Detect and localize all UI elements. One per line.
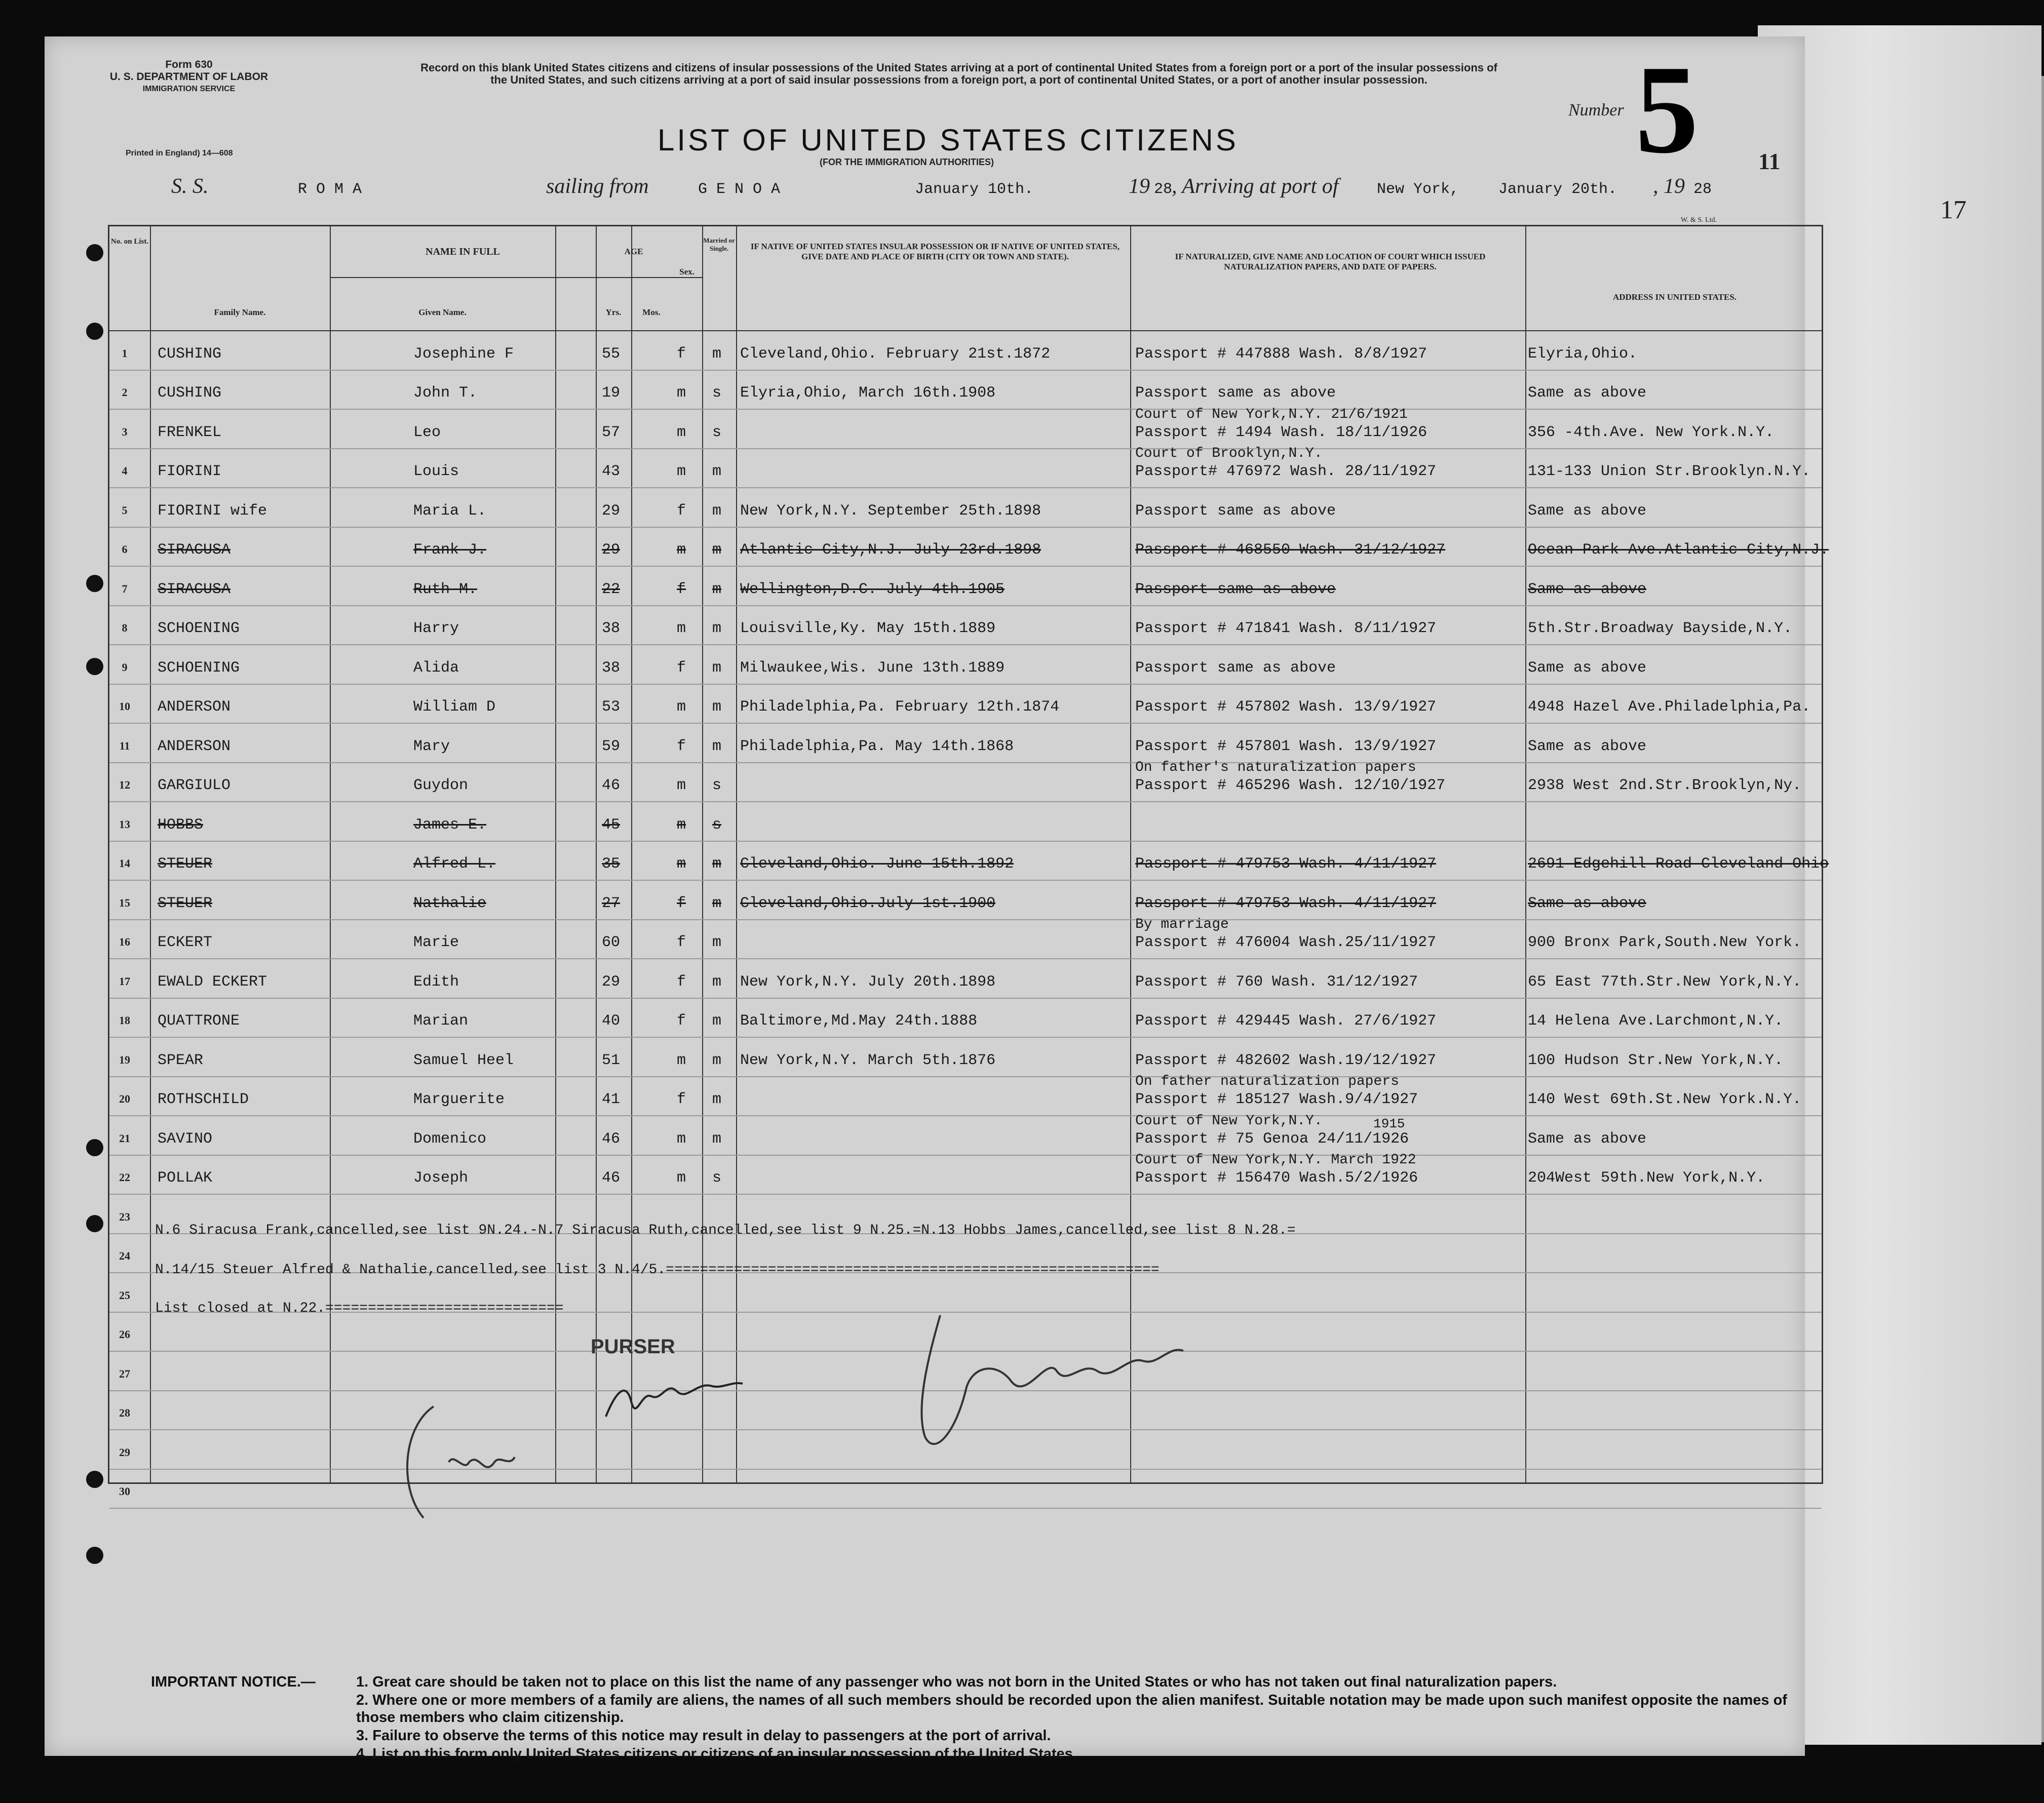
row-rule	[109, 644, 1822, 645]
cell-addr: 356 -4th.Ave. New York.N.Y.	[1528, 423, 1775, 441]
cell-addr: Elyria,Ohio.	[1528, 345, 1638, 363]
notice-item-2: 2. Where one or more members of a family are aliens, the names of all such members should be recorded upon the alien manifest. Suitable notation may be made upon such manifest opposite the names of those members who claim citizenship.	[356, 1692, 1787, 1726]
cell-age: 45	[602, 816, 621, 834]
sailing-year-prefix: 19	[1129, 175, 1150, 198]
cell-given: Domenico	[413, 1130, 487, 1148]
row-number: 2	[122, 386, 128, 399]
cell-nat-pre: Court of Brooklyn,N.Y.	[1135, 446, 1323, 461]
cell-addr: 100 Hudson Str.New York,N.Y.	[1528, 1051, 1784, 1069]
cell-nat: Passport # 156470 Wash.5/2/1926	[1135, 1169, 1418, 1187]
cell-nat: Passport # 457801 Wash. 13/9/1927	[1135, 737, 1437, 755]
row-rule	[109, 958, 1822, 959]
cell-birth: New York,N.Y. March 5th.1876	[740, 1051, 996, 1069]
cell-ms: s	[712, 423, 722, 441]
cell-birth: Philadelphia,Pa. February 12th.1874	[740, 698, 1060, 716]
cell-ms: m	[712, 973, 722, 991]
cell-sex: m	[677, 463, 686, 480]
purser-signature	[596, 1361, 748, 1437]
cell-addr: Same as above	[1528, 894, 1647, 912]
list-number: 5	[1635, 40, 1699, 180]
cell-ms: m	[712, 1091, 722, 1108]
binding-hole	[86, 1215, 103, 1232]
cell-ms: m	[712, 463, 722, 480]
row-rule	[109, 566, 1822, 567]
cell-family: HOBBS	[158, 816, 204, 834]
cell-age: 41	[602, 1091, 621, 1108]
cell-age: 27	[602, 894, 621, 912]
cell-age: 59	[602, 737, 621, 755]
cell-addr: 5th.Str.Broadway Bayside,N.Y.	[1528, 620, 1793, 637]
cell-family: ANDERSON	[158, 698, 231, 716]
cell-nat-pre: By marriage	[1135, 917, 1229, 932]
row-rule	[109, 448, 1822, 449]
cell-birth: Baltimore,Md.May 24th.1888	[740, 1012, 978, 1030]
remark-line-23: N.6 Siracusa Frank,cancelled,see list 9N.24.-N.7 Siracusa Ruth,cancelled,see list 9 N.25.=N.13 Hobbs James,cancelled,see list 8 N.28.=	[155, 1223, 1296, 1238]
cell-given: Frank J.	[413, 541, 487, 559]
cell-family: ANDERSON	[158, 737, 231, 755]
cell-ms: s	[712, 1169, 722, 1187]
cell-birth: New York,N.Y. September 25th.1898	[740, 502, 1042, 520]
cell-nat: Passport # 468550 Wash. 31/12/1927	[1135, 541, 1446, 559]
cell-sex: m	[677, 1169, 686, 1187]
row-rule	[109, 841, 1822, 842]
cell-sex: f	[677, 1012, 686, 1030]
cell-nat: Passport # 482602 Wash.19/12/1927	[1135, 1051, 1437, 1069]
cell-ms: m	[712, 698, 722, 716]
sailing-label: sailing from	[546, 175, 649, 198]
cell-age: 53	[602, 698, 621, 716]
cell-nat: Passport# 476972 Wash. 28/11/1927	[1135, 463, 1437, 480]
cell-nat: Passport # 429445 Wash. 27/6/1927	[1135, 1012, 1437, 1030]
row-number: 3	[122, 425, 128, 438]
cell-given: William D	[413, 698, 496, 716]
cell-addr: Same as above	[1528, 737, 1647, 755]
row-number: 24	[119, 1249, 130, 1262]
cell-ms: m	[712, 620, 722, 637]
sailing-year: 28	[1154, 181, 1173, 198]
cell-age: 38	[602, 659, 621, 677]
cell-birth: Atlantic City,N.J. July 23rd.1898	[740, 541, 1042, 559]
cell-given: Joseph	[413, 1169, 469, 1187]
passenger-table	[108, 225, 1829, 1498]
binding-hole	[86, 1471, 103, 1488]
cell-sex: f	[677, 502, 686, 520]
col-mos: Mos.	[642, 307, 661, 317]
page-subtitle: (FOR THE IMMIGRATION AUTHORITIES)	[820, 157, 994, 167]
cell-given: James E.	[413, 816, 487, 834]
cell-given: Samuel Heel	[413, 1051, 514, 1069]
cell-ms: s	[712, 777, 722, 794]
cell-sex: f	[677, 934, 686, 951]
cell-birth: Wellington,D.C. July 4th.1905	[740, 580, 1005, 598]
cell-sex: m	[677, 620, 686, 637]
ss-label: S. S.	[171, 175, 209, 198]
notice-item-1: 1. Great care should be taken not to place on this list the name of any passenger who was not born in the United States or who has not taken out final naturalization papers.	[356, 1674, 1557, 1690]
row-rule	[109, 1508, 1822, 1509]
cell-given: Nathalie	[413, 894, 487, 912]
cell-family: SAVINO	[158, 1130, 213, 1148]
form-number: Form 630	[165, 59, 213, 70]
cell-nat: Passport same as above	[1135, 502, 1336, 520]
notice-heading: IMPORTANT NOTICE.—	[151, 1674, 316, 1690]
row-number: 10	[119, 700, 130, 713]
cell-nat-pre: Court of New York,N.Y. March 1922	[1135, 1152, 1416, 1168]
cell-given: Edith	[413, 973, 459, 991]
cell-nat: Passport same as above	[1135, 384, 1336, 402]
cell-given: Josephine F	[413, 345, 514, 363]
cell-sex: m	[677, 698, 686, 716]
row-rule	[109, 527, 1822, 528]
cell-sex: f	[677, 659, 686, 677]
row-rule	[109, 1115, 1822, 1116]
col-age: AGE	[624, 247, 643, 256]
service-name: IMMIGRATION SERVICE	[142, 85, 236, 93]
row-rule	[109, 762, 1822, 763]
col-name-in-full: NAME IN FULL	[426, 246, 500, 257]
cell-given: Marie	[413, 934, 459, 951]
cell-family: CUSHING	[158, 384, 222, 402]
cell-age: 29	[602, 973, 621, 991]
cell-birth: Cleveland,Ohio. June 15th.1892	[740, 855, 1014, 873]
row-rule	[109, 370, 1822, 371]
cell-family: SIRACUSA	[158, 580, 231, 598]
cell-age: 51	[602, 1051, 621, 1069]
handwritten-note	[393, 1396, 525, 1528]
number-label: Number	[1568, 101, 1624, 120]
cell-ms: m	[712, 1130, 722, 1148]
cell-age: 22	[602, 580, 621, 598]
cell-nat: Passport same as above	[1135, 580, 1336, 598]
cell-birth: Milwaukee,Wis. June 13th.1889	[740, 659, 1005, 677]
form-identifier	[105, 59, 273, 95]
cell-sex: m	[677, 1051, 686, 1069]
arrival-year: 28	[1693, 181, 1712, 198]
cell-birth: Philadelphia,Pa. May 14th.1868	[740, 737, 1014, 755]
sheet-number: 11	[1758, 148, 1781, 174]
row-number: 12	[119, 778, 130, 791]
cell-age: 35	[602, 855, 621, 873]
purser-stamp: PURSER	[591, 1336, 675, 1358]
row-rule	[109, 1155, 1822, 1156]
cell-addr: Ocean Park Ave.Atlantic City,N.J.	[1528, 541, 1829, 559]
row-number: 14	[119, 857, 130, 870]
arrival-date: January 20th.	[1498, 181, 1617, 198]
cell-ms: m	[712, 855, 722, 873]
cell-ms: s	[712, 816, 722, 834]
cell-family: SIRACUSA	[158, 541, 231, 559]
cell-family: SPEAR	[158, 1051, 204, 1069]
cell-family: ECKERT	[158, 934, 213, 951]
cell-family: QUATTRONE	[158, 1012, 240, 1030]
binding-hole	[86, 1547, 103, 1564]
cell-age: 38	[602, 620, 621, 637]
cell-family: STEUER	[158, 894, 213, 912]
notice-item-4: 4. List on this form only United States citizens or citizens of an insular possession of the United States.	[356, 1746, 1077, 1762]
row-number: 28	[119, 1406, 130, 1419]
cell-sex: m	[677, 384, 686, 402]
col-family: Family Name.	[214, 307, 266, 317]
cell-age: 43	[602, 463, 621, 480]
row-number: 26	[119, 1328, 130, 1341]
row-number: 5	[122, 503, 128, 517]
col-yrs: Yrs.	[605, 307, 622, 317]
sailing-date: January 10th.	[915, 181, 1034, 198]
col-married: Married or Single.	[703, 237, 735, 252]
row-rule	[109, 1037, 1822, 1038]
cell-ms: m	[712, 737, 722, 755]
cell-ms: m	[712, 345, 722, 363]
cell-nat: Passport # 479753 Wash. 4/11/1927	[1135, 855, 1437, 873]
department-name: U. S. DEPARTMENT OF LABOR	[109, 71, 268, 83]
cell-age: 46	[602, 777, 621, 794]
cell-age: 19	[602, 384, 621, 402]
cell-given: Alida	[413, 659, 459, 677]
cell-addr: 140 West 69th.St.New York.N.Y.	[1528, 1091, 1802, 1108]
row-rule	[109, 919, 1822, 920]
cell-given: Maria L.	[413, 502, 487, 520]
row-number: 17	[119, 974, 130, 988]
cell-ms: m	[712, 580, 722, 598]
departure-port: G E N O A	[698, 181, 781, 198]
remark-line-24: N.14/15 Steuer Alfred & Nathalie,cancelled,see list 3 N.4/5.==========================================================	[155, 1262, 1160, 1278]
ship-name: R O M A	[298, 181, 362, 198]
row-rule	[109, 605, 1822, 606]
cell-ms: s	[712, 384, 722, 402]
cell-addr: Same as above	[1528, 580, 1647, 598]
cell-nat: Passport # 479753 Wash. 4/11/1927	[1135, 894, 1437, 912]
cell-nat: Passport # 1494 Wash. 18/11/1926	[1135, 423, 1428, 441]
row-number: 16	[119, 935, 130, 948]
arrival-port: New York,	[1377, 181, 1459, 198]
cell-family: SCHOENING	[158, 620, 240, 637]
cell-family: FIORINI wife	[158, 502, 267, 520]
cell-addr: 4948 Hazel Ave.Philadelphia,Pa.	[1528, 698, 1811, 716]
row-number: 15	[119, 896, 130, 909]
cell-family: FIORINI	[158, 463, 222, 480]
cell-birth: New York,N.Y. July 20th.1898	[740, 973, 996, 991]
binding-hole	[86, 575, 103, 592]
row-number: 11	[119, 739, 130, 752]
cell-nat: Passport # 465296 Wash. 12/10/1927	[1135, 777, 1446, 794]
row-number: 9	[122, 660, 128, 674]
cell-age: 60	[602, 934, 621, 951]
cell-addr: 14 Helena Ave.Larchmont,N.Y.	[1528, 1012, 1784, 1030]
row-number: 8	[122, 621, 128, 634]
cell-nat-pre: On father naturalization papers	[1135, 1074, 1399, 1089]
cell-given: Harry	[413, 620, 459, 637]
cell-addr: Same as above	[1528, 384, 1647, 402]
binding-hole	[86, 658, 103, 675]
cell-sex: m	[677, 855, 686, 873]
row-number: 19	[119, 1053, 130, 1066]
row-rule	[109, 1076, 1822, 1077]
cell-family: POLLAK	[158, 1169, 213, 1187]
cell-ms: m	[712, 1012, 722, 1030]
cell-sex: m	[677, 541, 686, 559]
cell-nat-pre: Court of New York,N.Y. 21/6/1921	[1135, 406, 1408, 422]
cell-nat: Passport same as above	[1135, 659, 1336, 677]
arrival-year-prefix: , 19	[1653, 175, 1685, 198]
binding-hole	[86, 244, 103, 261]
cell-sex: f	[677, 737, 686, 755]
cell-sex: f	[677, 894, 686, 912]
cell-nat: Passport # 476004 Wash.25/11/1927	[1135, 934, 1437, 951]
cell-birth: Louisville,Ky. May 15th.1889	[740, 620, 996, 637]
col-no: No. on List.	[110, 238, 149, 246]
inspector-signature	[895, 1305, 1199, 1457]
cell-addr: Same as above	[1528, 659, 1647, 677]
cell-nat: Passport # 760 Wash. 31/12/1927	[1135, 973, 1418, 991]
cell-addr: 65 East 77th.Str.New York,N.Y.	[1528, 973, 1802, 991]
notice-item-3: 3. Failure to observe the terms of this notice may result in delay to passengers at the port of arrival.	[356, 1728, 1051, 1744]
row-rule	[109, 880, 1822, 881]
cell-age: 29	[602, 502, 621, 520]
cell-addr: 131-133 Union Str.Brooklyn.N.Y.	[1528, 463, 1811, 480]
row-number: 22	[119, 1171, 130, 1184]
col-naturalized: IF NATURALIZED, GIVE NAME AND LOCATION OF COURT WHICH ISSUED NATURALIZATION PAPERS, AND DATE OF PAPERS.	[1175, 252, 1486, 271]
cell-given: Mary	[413, 737, 450, 755]
cell-nat: Passport # 447888 Wash. 8/8/1927	[1135, 345, 1428, 363]
cell-age: 55	[602, 345, 621, 363]
row-number: 20	[119, 1092, 130, 1105]
row-rule	[109, 1194, 1822, 1195]
row-rule	[109, 998, 1822, 999]
cell-age: 29	[602, 541, 621, 559]
cell-ms: m	[712, 541, 722, 559]
manifest-page	[45, 36, 1829, 1762]
col-sex: Sex.	[679, 267, 695, 277]
cell-addr: Same as above	[1528, 1130, 1647, 1148]
cell-addr: 204West 59th.New York,N.Y.	[1528, 1169, 1765, 1187]
cell-family: SCHOENING	[158, 659, 240, 677]
row-number: 4	[122, 464, 128, 477]
row-rule	[109, 723, 1822, 724]
right-page-number: 17	[1940, 195, 1966, 224]
cell-ms: m	[712, 894, 722, 912]
row-number: 30	[119, 1485, 130, 1498]
cell-birth: Cleveland,Ohio.July 1st.1900	[740, 894, 996, 912]
cell-family: CUSHING	[158, 345, 222, 363]
cell-given: Marguerite	[413, 1091, 505, 1108]
printer-mark: W. & S. Ltd.	[1681, 216, 1717, 224]
cell-addr: 2691 Edgehill Road Cleveland Ohio	[1528, 855, 1829, 873]
cell-given: Ruth M.	[413, 580, 478, 598]
cell-family: GARGIULO	[158, 777, 231, 794]
cell-family: FRENKEL	[158, 423, 222, 441]
row-number: 25	[119, 1288, 130, 1302]
printer-note: Printed in England) 14—608	[126, 149, 233, 158]
col-given: Given Name.	[418, 307, 467, 317]
cell-sex: m	[677, 423, 686, 441]
cell-age: 46	[602, 1169, 621, 1187]
cell-sex: f	[677, 973, 686, 991]
cell-addr: 2938 West 2nd.Str.Brooklyn,Ny.	[1528, 777, 1802, 794]
row-number: 7	[122, 582, 128, 595]
cell-age: 57	[602, 423, 621, 441]
cell-nat: Passport # 75 Genoa 24/11/1926	[1135, 1130, 1409, 1148]
cell-given: Leo	[413, 423, 441, 441]
cell-birth: Elyria,Ohio, March 16th.1908	[740, 384, 996, 402]
row-number: 29	[119, 1445, 130, 1459]
row-number: 6	[122, 543, 128, 556]
row-rule	[109, 1469, 1822, 1470]
remark-line-25: List closed at N.22.============================	[155, 1301, 564, 1316]
cell-sex: f	[677, 345, 686, 363]
page-title: LIST OF UNITED STATES CITIZENS	[658, 123, 1239, 157]
cell-nat-pre: On father's naturalization papers	[1135, 760, 1416, 775]
cell-sex: f	[677, 580, 686, 598]
cell-ms: m	[712, 1051, 722, 1069]
arriving-label: , Arriving at port of	[1172, 175, 1339, 198]
cell-addr: Same as above	[1528, 502, 1647, 520]
cell-nat: Passport # 457802 Wash. 13/9/1927	[1135, 698, 1437, 716]
binding-hole	[86, 1139, 103, 1156]
row-number: 23	[119, 1210, 130, 1223]
row21-extra: 1915	[1373, 1116, 1405, 1131]
record-instructions: Record on this blank United States citizens and citizens of insular possessions of the United States arriving at a port of continental United States from a foreign port or a port of the insular possessions of the United States, and such citizens arriving at a port of said insular possessions from a foreign port, a port of continental United States, or a port of another insular possession.	[420, 61, 1497, 86]
cell-birth: Cleveland,Ohio. February 21st.1872	[740, 345, 1051, 363]
cell-nat: Passport # 471841 Wash. 8/11/1927	[1135, 620, 1437, 637]
row-rule	[109, 801, 1822, 802]
row-rule	[109, 487, 1822, 488]
cell-family: STEUER	[158, 855, 213, 873]
cell-nat-pre: Court of New York,N.Y.	[1135, 1113, 1323, 1129]
cell-sex: m	[677, 1130, 686, 1148]
cell-sex: m	[677, 777, 686, 794]
col-address: ADDRESS IN UNITED STATES.	[1612, 292, 1737, 302]
row-number: 21	[119, 1131, 130, 1145]
cell-addr: 900 Bronx Park,South.New York.	[1528, 934, 1802, 951]
cell-family: ROTHSCHILD	[158, 1091, 249, 1108]
cell-given: Louis	[413, 463, 459, 480]
cell-nat: Passport # 185127 Wash.9/4/1927	[1135, 1091, 1418, 1108]
cell-given: Alfred L.	[413, 855, 496, 873]
cell-age: 40	[602, 1012, 621, 1030]
row-number: 1	[122, 346, 128, 360]
cell-ms: m	[712, 659, 722, 677]
cell-ms: m	[712, 502, 722, 520]
cell-age: 46	[602, 1130, 621, 1148]
cell-given: Marian	[413, 1012, 469, 1030]
cell-ms: m	[712, 934, 722, 951]
binding-hole	[86, 323, 103, 340]
col-birth: IF NATIVE OF UNITED STATES INSULAR POSSESSION OR IF NATIVE OF UNITED STATES, GIVE DATE AND PLACE OF BIRTH (CITY OR TOWN AND STATE).	[750, 242, 1120, 261]
cell-sex: m	[677, 816, 686, 834]
row-number: 18	[119, 1014, 130, 1027]
row-number: 27	[119, 1367, 130, 1380]
cell-family: EWALD ECKERT	[158, 973, 267, 991]
cell-given: Guydon	[413, 777, 469, 794]
row-rule	[109, 684, 1822, 685]
cell-given: John T.	[413, 384, 478, 402]
row-rule	[109, 409, 1822, 410]
cell-sex: f	[677, 1091, 686, 1108]
row-number: 13	[119, 817, 130, 831]
